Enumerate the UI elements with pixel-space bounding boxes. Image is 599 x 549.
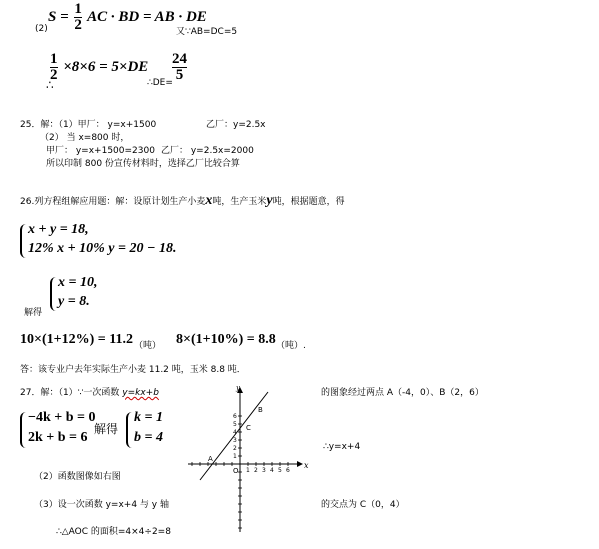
y-tick-label: 5: [233, 421, 237, 428]
q27-part3: （3）设一次函数 y=x+4 与 y 轴: [34, 500, 169, 510]
q26-intro: 26.列方程组解应用题：解：设原计划生产小麦x吨，生产玉米y吨，根据题意，得: [20, 193, 345, 208]
part2-label: (2): [35, 24, 48, 34]
q26-answer: 答：该专业户去年实际生产小麦 11.2 吨，玉米 8.8 吨．: [20, 365, 246, 375]
coordinate-graph: [186, 384, 316, 534]
q25-line1: 25．解：（1）甲厂： y=x+1500: [20, 120, 157, 130]
y-tick-label: 4: [233, 429, 237, 436]
solution3-line2: b = 4: [134, 430, 163, 445]
system3-brace: [20, 412, 28, 448]
calc-wheat-unit: （吨）: [134, 341, 162, 351]
de-equation: [48, 52, 148, 83]
formula-prefix: S =: [48, 8, 69, 25]
solve-label-26: 解得: [24, 308, 43, 318]
q25-line1-right: 乙厂：y=2.5x: [206, 120, 266, 130]
y-tick-label: 2: [233, 445, 237, 452]
formula-suffix: AC · BD = AB · DE: [87, 8, 207, 25]
calc-wheat: 10×(1+12%) = 11.2: [20, 332, 133, 347]
q27-part2: （2）函数图像如右图: [34, 472, 121, 482]
system2-line2: y = 8.: [58, 294, 90, 309]
q25-line3-right: 乙厂： y=2.5x=2000: [161, 146, 254, 156]
y-axis-label: y: [236, 384, 240, 392]
q25-line4: 所以印制 800 份宣传材料时，选择乙厂比较合算: [46, 159, 240, 169]
calc-corn-unit: （吨）.: [276, 341, 306, 351]
q27-part3-right: 的交点为 C（0，4）: [321, 500, 405, 510]
solution3-brace: [126, 412, 134, 448]
de-label: ∴DE=: [147, 78, 173, 88]
system1-line1: x + y = 18,: [28, 222, 89, 237]
de-formula: ×8×6 = 5×DE: [63, 58, 149, 75]
y-tick-label: 1: [233, 453, 237, 460]
system2-brace: [50, 277, 58, 311]
de-value: $\frac{24}{5}$: [172, 51, 187, 83]
q27-line1: 27．解：（1）∵一次函数 y=kx+b: [20, 388, 159, 398]
x-tick-label: 4: [270, 467, 274, 474]
part2-note: 又∵AB=DC=5: [176, 27, 238, 37]
x-tick-label: 6: [286, 467, 290, 474]
system1-line2: 12% x + 10% y = 20 − 18.: [28, 241, 177, 256]
system3-line1: −4k + b = 0: [28, 410, 96, 425]
solution3-line1: k = 1: [134, 410, 163, 425]
y-tick-label: 6: [233, 413, 237, 420]
x-tick-label: 1: [246, 467, 250, 474]
x-tick-label: 5: [278, 467, 282, 474]
calc-corn: 8×(1+10%) = 8.8: [176, 332, 276, 347]
x-axis-label: x: [304, 461, 309, 470]
therefore-symbol: ∴: [46, 78, 54, 92]
system2-line1: x = 10,: [58, 275, 98, 290]
x-tick-label: 3: [262, 467, 266, 474]
point-c-label: C: [246, 424, 251, 432]
q27-result: ∴y=x+4: [323, 442, 361, 452]
q27-area: ∴△AOC 的面积=4×4÷2=8: [56, 527, 171, 537]
half-fraction-2: $\frac{1}{2}$: [50, 51, 58, 83]
point-b-label: B: [258, 406, 263, 414]
solve-label-27: 解得: [94, 422, 119, 436]
origin-label: O: [233, 467, 239, 475]
system3-line2: 2k + b = 6: [28, 430, 88, 445]
half-fraction: $\frac{1}{2}$: [74, 1, 82, 33]
q27-line1-right: 的图象经过两点 A（-4，0）、B（2，6）: [321, 388, 484, 398]
x-tick-label: 2: [254, 467, 258, 474]
q25-line3: 甲厂： y=x+1500=2300: [46, 146, 155, 156]
system1-brace: [20, 224, 28, 258]
q25-line2: （2） 当 x=800 时，: [40, 133, 130, 143]
y-tick-label: 3: [233, 437, 237, 444]
point-a-label: A: [208, 455, 213, 463]
